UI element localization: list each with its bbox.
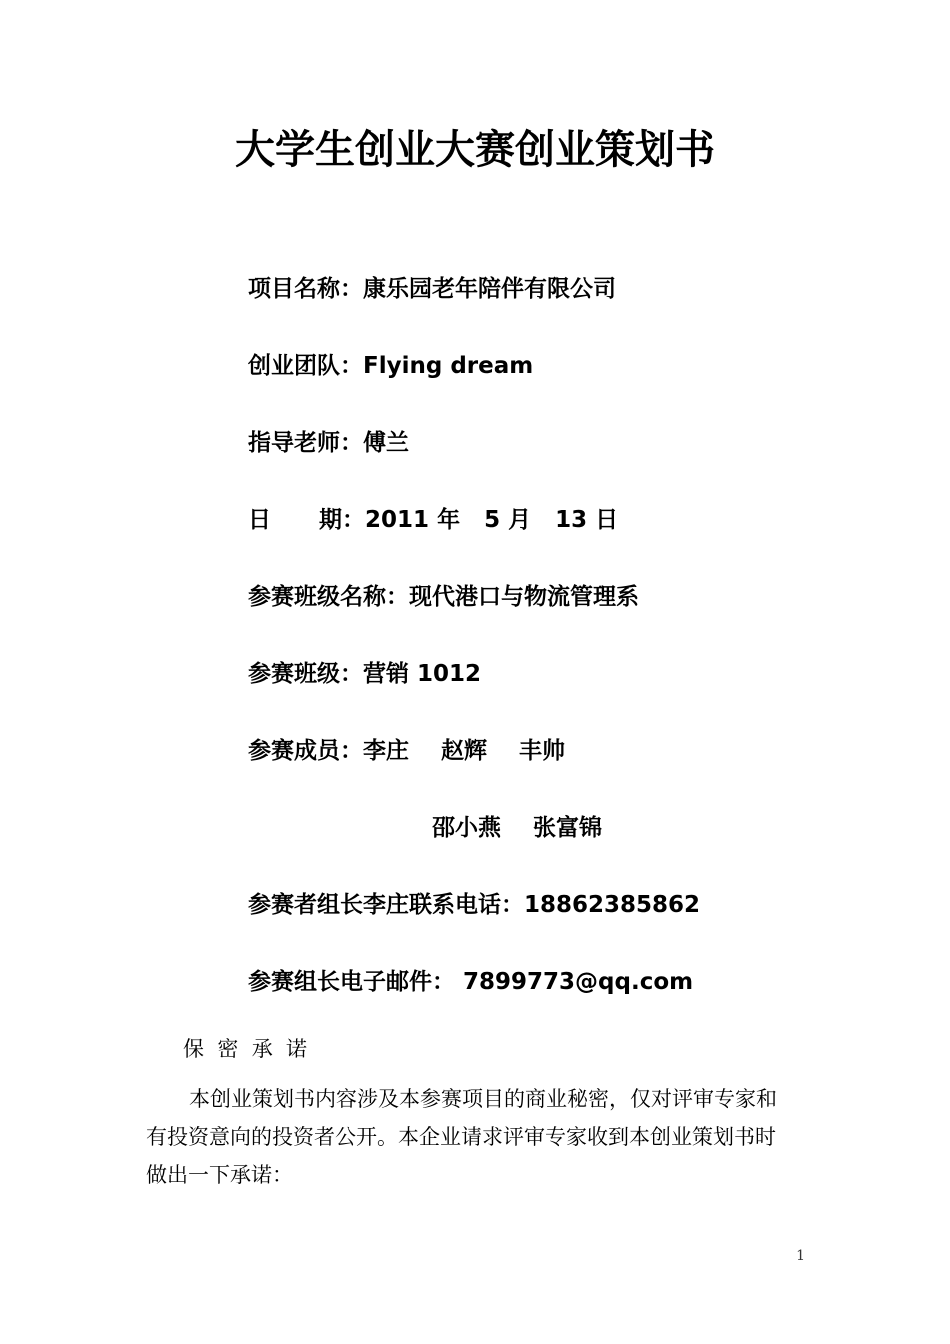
class-name-value: 现代港口与物流管理系	[409, 584, 639, 610]
document-title: 大学生创业大赛创业策划书	[235, 127, 715, 173]
class-field	[248, 658, 481, 690]
leader-phone-value: 18862385862	[524, 892, 701, 918]
members-label: 参赛成员：	[248, 738, 363, 764]
team-value: Flying dream	[363, 353, 534, 379]
leader-email-field	[248, 966, 693, 998]
leader-email-value: 7899773@qq.com	[455, 969, 694, 995]
date-label: 日 期：	[248, 507, 366, 533]
class-name-label: 参赛班级名称：	[248, 584, 409, 610]
members-field	[248, 735, 565, 767]
leader-phone-field	[248, 889, 700, 921]
page-number: 1	[796, 1248, 805, 1264]
advisor-field	[248, 427, 409, 459]
team-field	[248, 350, 533, 382]
project-name-label: 项目名称：	[248, 276, 363, 302]
class-value: 营销 1012	[363, 661, 482, 687]
paragraph-line: 做出一下承诺：	[146, 1163, 293, 1187]
members-field-line2	[432, 812, 602, 844]
confidentiality-heading: 保 密 承 诺	[183, 1037, 308, 1061]
team-label: 创业团队：	[248, 353, 363, 379]
paragraph-line: 有投资意向的投资者公开。本企业请求评审专家收到本创业策划书时	[146, 1125, 776, 1149]
class-label: 参赛班级：	[248, 661, 363, 687]
class-name-field	[248, 581, 639, 613]
members-value: 李庄 赵辉 丰帅	[363, 738, 566, 764]
project-name-value: 康乐园老年陪伴有限公司	[363, 276, 616, 302]
leader-email-label: 参赛组长电子邮件：	[248, 969, 455, 995]
leader-phone-label: 参赛者组长李庄联系电话：	[248, 892, 524, 918]
date-value: 2011 年 5 月 13 日	[365, 507, 619, 533]
advisor-value: 傅兰	[363, 430, 409, 456]
project-name-field	[248, 273, 616, 305]
advisor-label: 指导老师：	[248, 430, 363, 456]
date-field	[248, 504, 618, 536]
paragraph-line: 本创业策划书内容涉及本参赛项目的商业秘密，仅对评审专家和	[189, 1087, 777, 1111]
confidentiality-paragraph	[146, 1080, 816, 1194]
members-value-line2: 邵小燕 张富锦	[432, 815, 603, 841]
